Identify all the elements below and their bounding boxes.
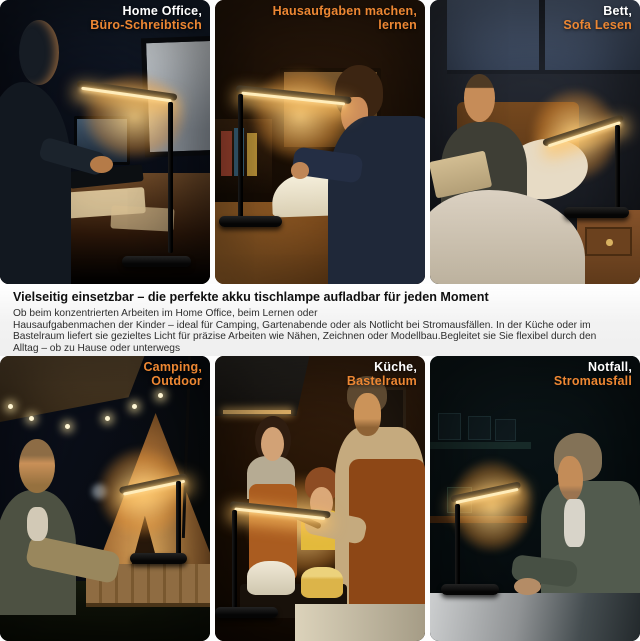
tile-label-line2: Sofa Lesen: [563, 18, 632, 32]
person-head: [19, 20, 59, 85]
drawer-knob: [606, 239, 612, 246]
lamp-base: [219, 216, 282, 227]
home-office-photo: [0, 0, 210, 284]
string-light: [158, 393, 163, 398]
storage-box: [438, 413, 461, 440]
boy-hand: [291, 162, 310, 179]
tile-label-line1: Küche,: [374, 360, 417, 374]
papers: [111, 206, 175, 232]
duvet: [430, 190, 585, 284]
homework-photo: [215, 0, 425, 284]
tile-label: [554, 360, 632, 388]
boy-hoodie: [328, 116, 425, 284]
man-face: [354, 393, 381, 436]
camping-photo: [0, 356, 210, 641]
string-light: [29, 416, 34, 421]
man-face: [558, 456, 583, 502]
person-silhouette: [0, 82, 71, 284]
lamp-base: [130, 553, 187, 564]
tile-label-line1: Notfall,: [588, 360, 632, 374]
lamp-arm: [176, 481, 181, 558]
white-pot: [247, 561, 295, 595]
tile-label: [563, 4, 632, 32]
tile-label: [273, 4, 417, 32]
lamp-arm: [168, 102, 173, 253]
tile-label-line2: Büro-Schreibtisch: [90, 18, 202, 32]
tile-label: [90, 4, 202, 32]
table: [430, 593, 640, 641]
band-body-line: Hausaufgabenmachen der Kinder – ideal für Camping, Gartenabende oder als Notlicht bei Stromausfällen. In der Küche oder im: [13, 319, 591, 331]
storage-box: [495, 419, 516, 442]
lamp-glow: [434, 442, 550, 570]
string-light: [65, 424, 70, 429]
book-spine: [221, 131, 232, 176]
band-body-line: Ob beim konzentrierten Arbeiten im Home Office, beim Lernen oder: [13, 308, 318, 319]
lamp-arm: [455, 504, 460, 590]
string-light: [132, 404, 137, 409]
lamp-arm: [238, 94, 243, 222]
man-face: [464, 74, 496, 122]
band-headline: Vielseitig einsetzbar – die perfekte akku tischlampe aufladbar für jeden Moment: [13, 290, 489, 304]
tile-label-line1: Bett,: [603, 4, 632, 18]
tile-homework: [215, 0, 425, 284]
blackout-photo: [430, 356, 640, 641]
lamp-base: [215, 607, 278, 618]
top-photo-row: [0, 0, 640, 284]
band-body-line: Alltag – ob zu Hause oder unterwegs: [13, 343, 181, 355]
man-shirt: [541, 481, 640, 606]
range-hood: [215, 356, 310, 416]
yellow-pot: [301, 567, 343, 598]
man-tshirt: [564, 499, 585, 547]
tile-label: [143, 360, 202, 388]
hood-light: [223, 410, 290, 414]
tile-label-line1: Camping,: [143, 360, 202, 374]
tile-label-line2: lernen: [378, 18, 417, 32]
counter: [295, 604, 425, 641]
bottom-photo-row: [0, 356, 640, 641]
string-light: [105, 416, 110, 421]
window-frame: [539, 0, 545, 74]
tile-bed-reading: [430, 0, 640, 284]
man-head: [19, 439, 55, 493]
tile-label-line1: Hausaufgaben machen,: [272, 4, 417, 18]
lamp-arm: [615, 125, 620, 213]
tile-camping: [0, 356, 210, 641]
kitchen-photo: [215, 356, 425, 641]
tile-kitchen: [215, 356, 425, 641]
storage-box: [468, 416, 491, 440]
bed-reading-photo: [430, 0, 640, 284]
tile-blackout: [430, 356, 640, 641]
tile-label-line2: Bastelraum: [346, 374, 417, 388]
lamp-arm: [232, 510, 237, 613]
lamp-base: [564, 207, 629, 218]
middle-text-band: [0, 284, 640, 356]
band-body-line: Bastelraum liefert sie gezieltes Licht für präzise Arbeiten wie Nähen, Zeichnen oder Modellbau.Begleitet sie Sie flexibel durch den: [13, 331, 597, 343]
tile-label-line2: Stromausfall: [553, 374, 632, 388]
man-tshirt: [27, 507, 48, 541]
tile-home-office: [0, 0, 210, 284]
tarp-canopy: [0, 356, 155, 424]
tile-label: [347, 360, 417, 388]
lamp-base: [122, 256, 191, 267]
band-body: [13, 308, 627, 355]
tile-label-line1: Home Office,: [122, 4, 202, 18]
lamp-base: [441, 584, 500, 595]
tile-label-line2: Outdoor: [151, 374, 202, 388]
